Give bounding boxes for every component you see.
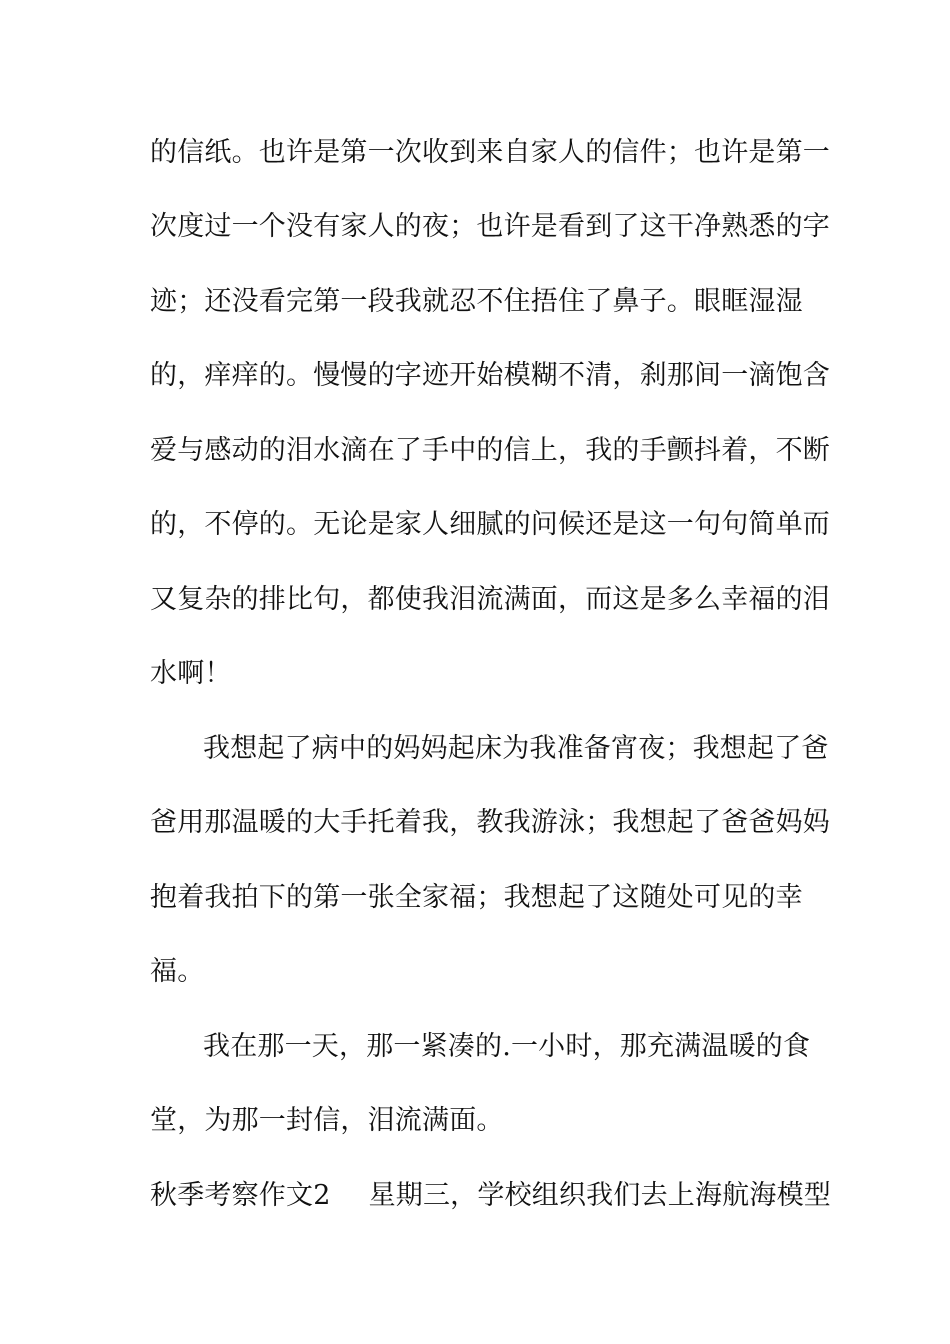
paragraph-3-line-1: 我在那一天，那一紧凑的.一小时，那充满温暖的食 xyxy=(203,1031,811,1062)
paragraph-2-line-2: 爸用那温暖的大手托着我，教我游泳；我想起了爸爸妈妈 xyxy=(150,807,830,838)
paragraph-1-line-3: 迹；还没看完第一段我就忍不住捂住了鼻子。眼眶湿湿 xyxy=(150,286,803,317)
section-heading-row xyxy=(150,1179,830,1213)
section-first-line: 星期三，学校组织我们去上海航海模型 xyxy=(368,1180,831,1211)
paragraph-1-line-2: 次度过一个没有家人的夜；也许是看到了这干净熟悉的字 xyxy=(150,211,830,242)
paragraph-2-line-3: 抱着我拍下的第一张全家福；我想起了这随处可见的幸 xyxy=(150,882,803,913)
paragraph-1-line-6: 的，不停的。无论是家人细腻的问候还是这一句句简单而 xyxy=(150,509,830,540)
paragraph-1-line-4: 的，痒痒的。慢慢的字迹开始模糊不清，刹那间一滴饱含 xyxy=(150,360,830,391)
section-title: 秋季考察作文2 xyxy=(150,1180,331,1211)
paragraph-2-line-1: 我想起了病中的妈妈起床为我准备宵夜；我想起了爸 xyxy=(203,733,829,764)
paragraph-1-line-8: 水啊！ xyxy=(150,658,232,689)
paragraph-1-line-5: 爱与感动的泪水滴在了手中的信上，我的手颤抖着，不断 xyxy=(150,435,830,466)
paragraph-2-line-4: 福。 xyxy=(150,956,205,987)
paragraph-1-line-1: 的信纸。也许是第一次收到来自家人的信件；也许是第一 xyxy=(150,137,830,168)
paragraph-3-line-2: 堂，为那一封信，泪流满面。 xyxy=(150,1105,504,1136)
paragraph-1-line-7: 又复杂的排比句，都使我泪流满面，而这是多么幸福的泪 xyxy=(150,584,830,615)
